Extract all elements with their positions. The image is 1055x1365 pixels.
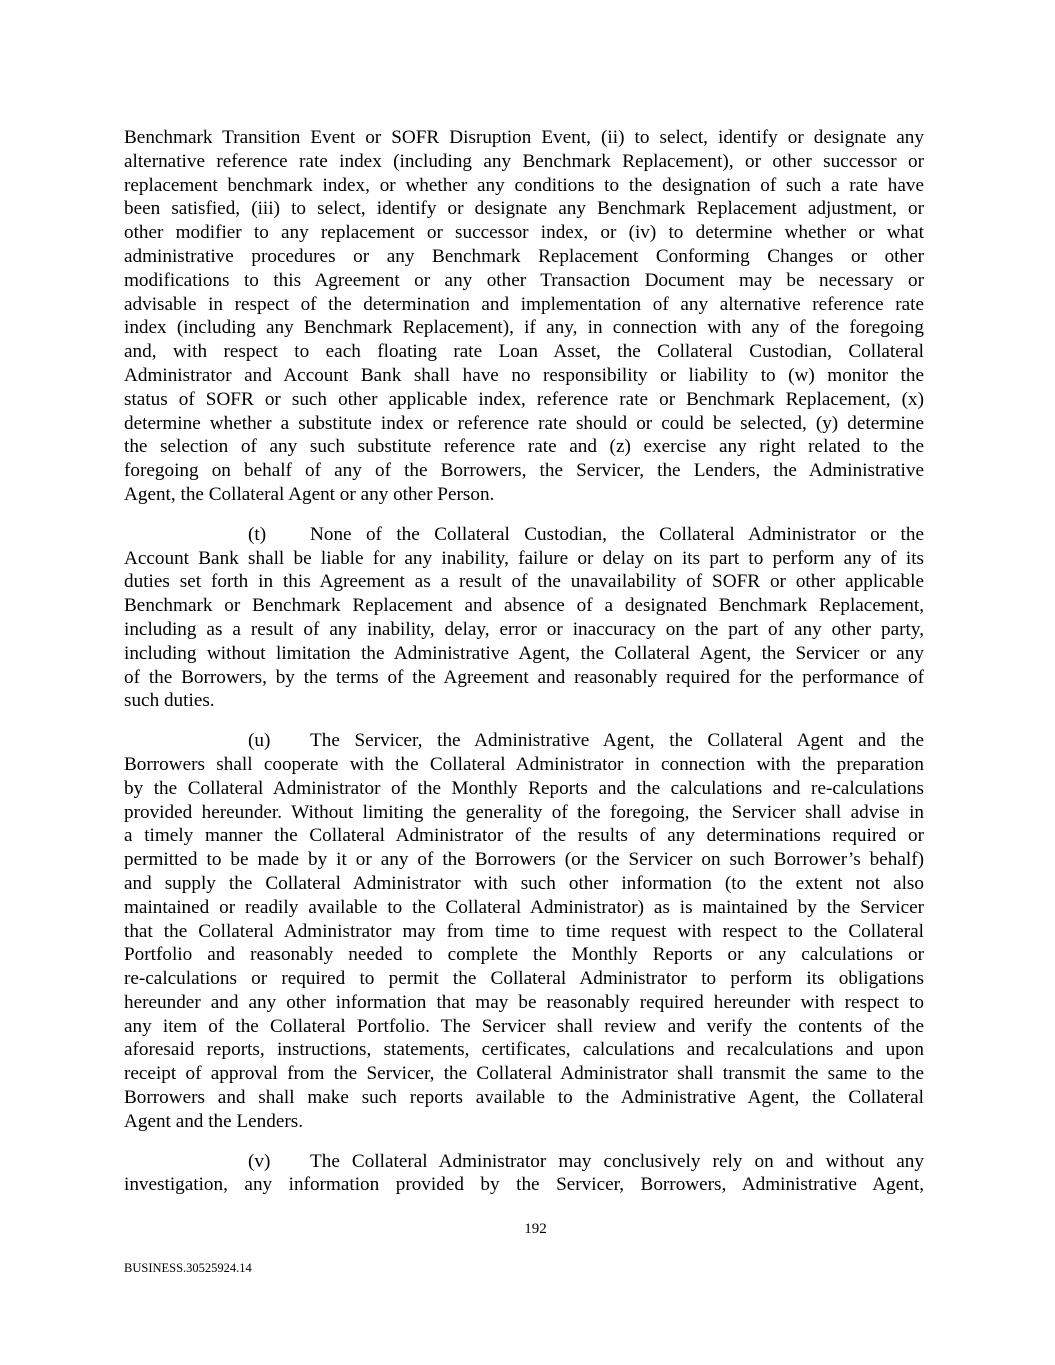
text-line <box>124 388 924 412</box>
line-text: advisable in respect of the determination and implementation of any alternative reference rate <box>124 293 924 315</box>
line-text: receipt of approval from the Servicer, the Collateral Administrator shall transmit the same to the <box>124 1063 924 1085</box>
line-text: Borrowers and shall make such reports available to the Administrative Agent, the Collateral <box>124 1087 924 1109</box>
text-line <box>124 642 924 666</box>
line-text: including without limitation the Administrative Agent, the Collateral Agent, the Servicer or any <box>124 642 924 664</box>
paragraph-marker: (v) <box>248 1150 271 1172</box>
paragraph-v <box>124 1150 924 1198</box>
line-text: and supply the Collateral Administrator with such other information (to the extent not also <box>124 872 924 894</box>
line-text: The Servicer, the Administrative Agent, the Collateral Agent and the <box>310 730 924 752</box>
text-line <box>124 150 924 174</box>
text-line <box>124 1038 924 1062</box>
text-line <box>124 666 924 690</box>
line-text: replacement benchmark index, or whether any conditions to the designation of such a rate have <box>124 174 924 196</box>
line-text: Account Bank shall be liable for any inability, failure or delay on its part to perform any of its <box>124 547 924 569</box>
line-text: administrative procedures or any Benchmark Replacement Conforming Changes or other <box>124 245 924 267</box>
line-text: such duties. <box>124 690 215 712</box>
text-line <box>124 1173 924 1197</box>
line-text: investigation, any information provided by the Servicer, Borrowers, Administrative Agent, <box>124 1174 924 1196</box>
text-line <box>124 1015 924 1039</box>
body-text <box>124 126 924 1213</box>
text-line <box>124 245 924 269</box>
paragraph-t <box>124 523 924 713</box>
text-line <box>124 340 924 364</box>
line-text: status of SOFR or such other applicable index, reference rate or Benchmark Replacement, (x) <box>124 388 924 410</box>
text-line <box>124 872 924 896</box>
text-line <box>124 1110 924 1134</box>
text-line <box>124 293 924 317</box>
line-text: provided hereunder. Without limiting the generality of the foregoing, the Servicer shall advise in <box>124 801 924 823</box>
line-text: the selection of any such substitute reference rate and (z) exercise any right related to the <box>124 436 924 458</box>
line-text: determine whether a substitute index or reference rate should or could be selected, (y) determine <box>124 412 924 434</box>
text-line <box>124 126 924 150</box>
line-text: including as a result of any inability, delay, error or inaccuracy on the part of any other party, <box>124 618 924 640</box>
line-text: any item of the Collateral Portfolio. The Servicer shall review and verify the contents of the <box>124 1015 924 1037</box>
text-line <box>124 729 924 753</box>
line-text: maintained or readily available to the Collateral Administrator) as is maintained by the Servicer <box>124 896 924 918</box>
line-text: other modifier to any replacement or successor index, or (iv) to determine whether or what <box>124 222 924 244</box>
text-line <box>124 896 924 920</box>
line-text: hereunder and any other information that may be reasonably required hereunder with respect to <box>124 991 924 1013</box>
text-line <box>124 197 924 221</box>
text-line <box>124 753 924 777</box>
text-line <box>124 824 924 848</box>
text-line <box>124 1062 924 1086</box>
text-line <box>124 459 924 483</box>
text-line <box>124 777 924 801</box>
line-text: permitted to be made by it or any of the Borrowers (or the Servicer on such Borrower’s behalf) <box>124 849 924 871</box>
text-line <box>124 967 924 991</box>
text-line <box>124 1086 924 1110</box>
text-line <box>124 848 924 872</box>
paragraph-u <box>124 729 924 1134</box>
line-text: modifications to this Agreement or any other Transaction Document may be necessary or <box>124 269 924 291</box>
text-line <box>124 689 924 713</box>
line-text: The Collateral Administrator may conclusively rely on and without any <box>310 1150 924 1172</box>
line-text: aforesaid reports, instructions, statements, certificates, calculations and recalculations and upon <box>124 1039 924 1061</box>
text-line <box>124 221 924 245</box>
text-line <box>124 618 924 642</box>
text-line <box>124 991 924 1015</box>
line-text: by the Collateral Administrator of the Monthly Reports and the calculations and re-calculations <box>124 777 924 799</box>
paragraph-continued <box>124 126 924 507</box>
text-line <box>124 547 924 571</box>
text-line <box>124 174 924 198</box>
line-text: Benchmark or Benchmark Replacement and absence of a designated Benchmark Replacement, <box>124 595 924 617</box>
line-text: been satisfied, (iii) to select, identify or designate any Benchmark Replacement adjustment, or <box>124 198 924 220</box>
line-text: Agent, the Collateral Agent or any other Person. <box>124 483 495 505</box>
text-line <box>124 920 924 944</box>
text-line <box>124 269 924 293</box>
text-line <box>124 412 924 436</box>
line-text: Administrator and Account Bank shall have no responsibility or liability to (w) monitor the <box>124 364 924 386</box>
text-line <box>124 943 924 967</box>
line-text: of the Borrowers, by the terms of the Agreement and reasonably required for the performance of <box>124 666 924 688</box>
text-line <box>124 523 924 547</box>
line-text: Borrowers shall cooperate with the Collateral Administrator in connection with the preparation <box>124 753 924 775</box>
line-text: alternative reference rate index (including any Benchmark Replacement), or other successor or <box>124 150 924 172</box>
line-text: that the Collateral Administrator may from time to time request with respect to the Collateral <box>124 920 924 942</box>
line-text: Benchmark Transition Event or SOFR Disruption Event, (ii) to select, identify or designate any <box>124 127 924 148</box>
text-line <box>124 570 924 594</box>
line-text: Agent and the Lenders. <box>124 1110 304 1132</box>
line-text: index (including any Benchmark Replacement), if any, in connection with any of the foregoing <box>124 317 924 339</box>
text-line <box>124 801 924 825</box>
line-text: a timely manner the Collateral Administrator of the results of any determinations required or <box>124 825 924 847</box>
text-line <box>124 483 924 507</box>
line-text: duties set forth in this Agreement as a result of the unavailability of SOFR or other applicable <box>124 571 924 593</box>
line-text: and, with respect to each floating rate Loan Asset, the Collateral Custodian, Collateral <box>124 341 924 363</box>
text-line <box>124 1150 924 1174</box>
text-line <box>124 594 924 618</box>
text-line <box>124 435 924 459</box>
paragraph-marker: (u) <box>248 730 271 752</box>
text-line <box>124 364 924 388</box>
line-text: re-calculations or required to permit the Collateral Administrator to perform its obligations <box>124 968 924 990</box>
page-number: 192 <box>524 1221 547 1237</box>
line-text: foregoing on behalf of any of the Borrowers, the Servicer, the Lenders, the Administrative <box>124 460 924 482</box>
paragraph-marker: (t) <box>248 523 267 545</box>
line-text: None of the Collateral Custodian, the Collateral Administrator or the <box>310 523 924 545</box>
text-line <box>124 316 924 340</box>
line-text: Portfolio and reasonably needed to complete the Monthly Reports or any calculations or <box>124 944 924 966</box>
document-id: BUSINESS.30525924.14 <box>124 1261 252 1275</box>
